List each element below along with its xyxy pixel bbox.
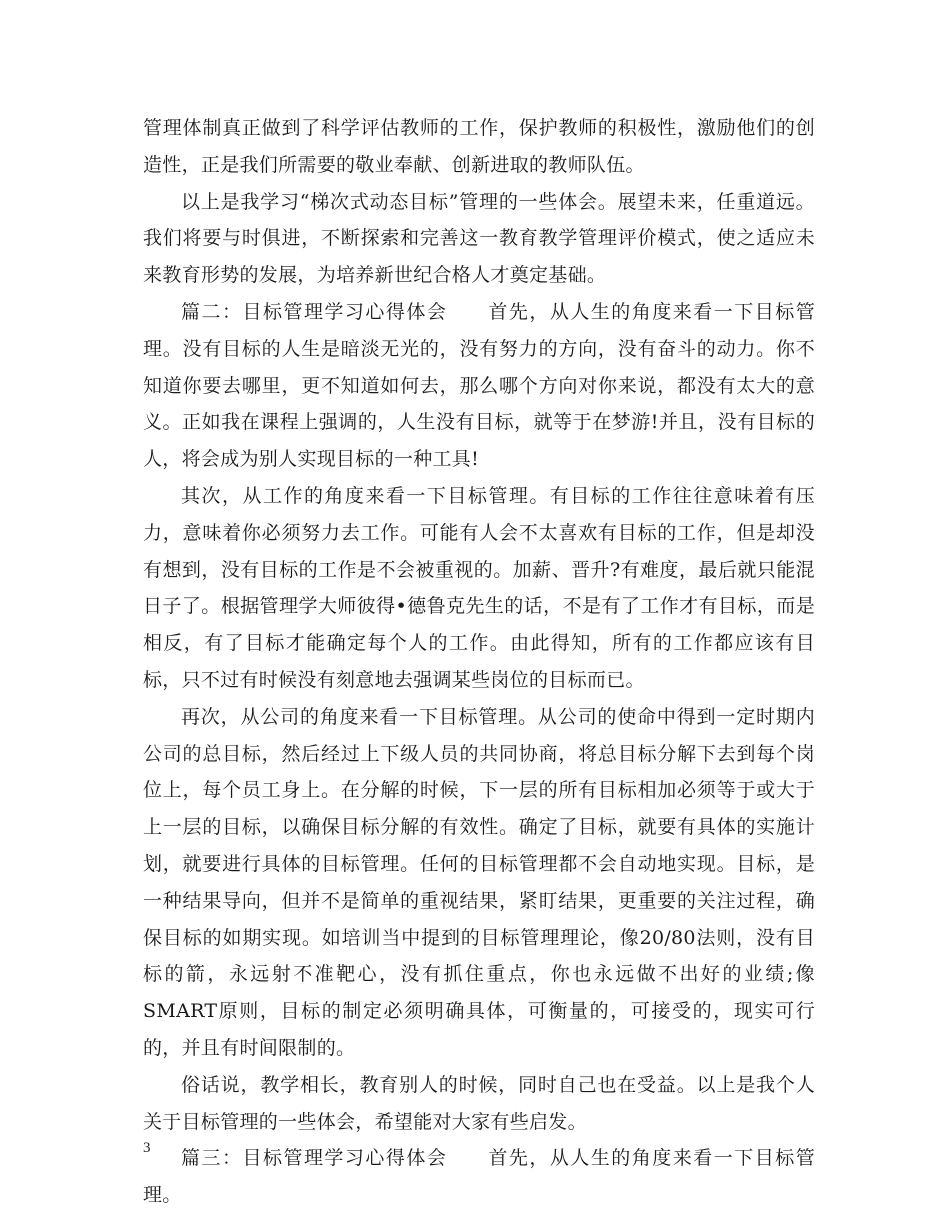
- page-number: 3: [143, 1140, 151, 1156]
- paragraph-2: 以上是我学习“梯次式动态目标”管理的一些体会。展望未来，任重道远。我们将要与时俱进，不断探索和完善这一教育教学管理评价模式，使之适应未来教育形势的发展，为培养新世纪合格人才奠定基础。: [143, 190, 815, 287]
- paragraph-7: 篇三：目标管理学习心得体会 首先，从人生的角度来看一下目标管理。: [143, 1147, 815, 1207]
- paragraph-5: 再次，从公司的角度来看一下目标管理。从公司的使命中得到一定时期内公司的总目标，然后经过上下级人员的共同协商，将总目标分解下去到每个岗位上，每个员工身上。在分解的时候，下一层的所有目标相加必须等于或大于上一层的目标，以确保目标分解的有效性。确定了目标，就要有具体的实施计划，就要进行具体的目标管理。任何的目标管理都不会自动地实现。目标，是一种结果导向，但并不是简单的重视结果，紧盯结果，更重要的关注过程，确保目标的如期实现。如培训当中提到的目标管理理论，像20/80法则，没有目标的箭，永远射不准靶心，没有抓住重点，你也永远做不出好的业绩;像SMART原则，目标的制定必须明确具体，可衡量的，可接受的，现实可行的，并且有时间限制的。: [143, 705, 815, 1059]
- paragraph-4: 其次，从工作的角度来看一下目标管理。有目标的工作往往意味着有压力，意味着你必须努力去工作。可能有人会不太喜欢有目标的工作，但是却没有想到，没有目标的工作是不会被重视的。加薪、晋升?有难度，最后就只能混日子了。根据管理学大师彼得•德鲁克先生的话，不是有了工作才有目标，而是相反，有了目标才能确定每个人的工作。由此得知，所有的工作都应该有目标，只不过有时候没有刻意地去强调某些岗位的目标而已。: [143, 484, 815, 691]
- paragraph-1: 管理体制真正做到了科学评估教师的工作，保护教师的积极性，激励他们的创造性，正是我们所需要的敬业奉献、创新进取的教师队伍。: [143, 117, 815, 176]
- paragraph-3: 篇二：目标管理学习心得体会 首先，从人生的角度来看一下目标管理。没有目标的人生是暗淡无光的，没有努力的方向，没有奋斗的动力。你不知道你要去哪里，更不知道如何去，那么哪个方向对你来说，都没有太大的意义。正如我在课程上强调的，人生没有目标，就等于在梦游!并且，没有目标的人，将会成为别人实现目标的一种工具!: [143, 300, 815, 471]
- paragraph-6: 俗话说，教学相长，教育别人的时候，同时自己也在受益。以上是我个人关于目标管理的一些体会，希望能对大家有些启发。: [143, 1073, 815, 1133]
- document-body: [143, 110, 815, 1214]
